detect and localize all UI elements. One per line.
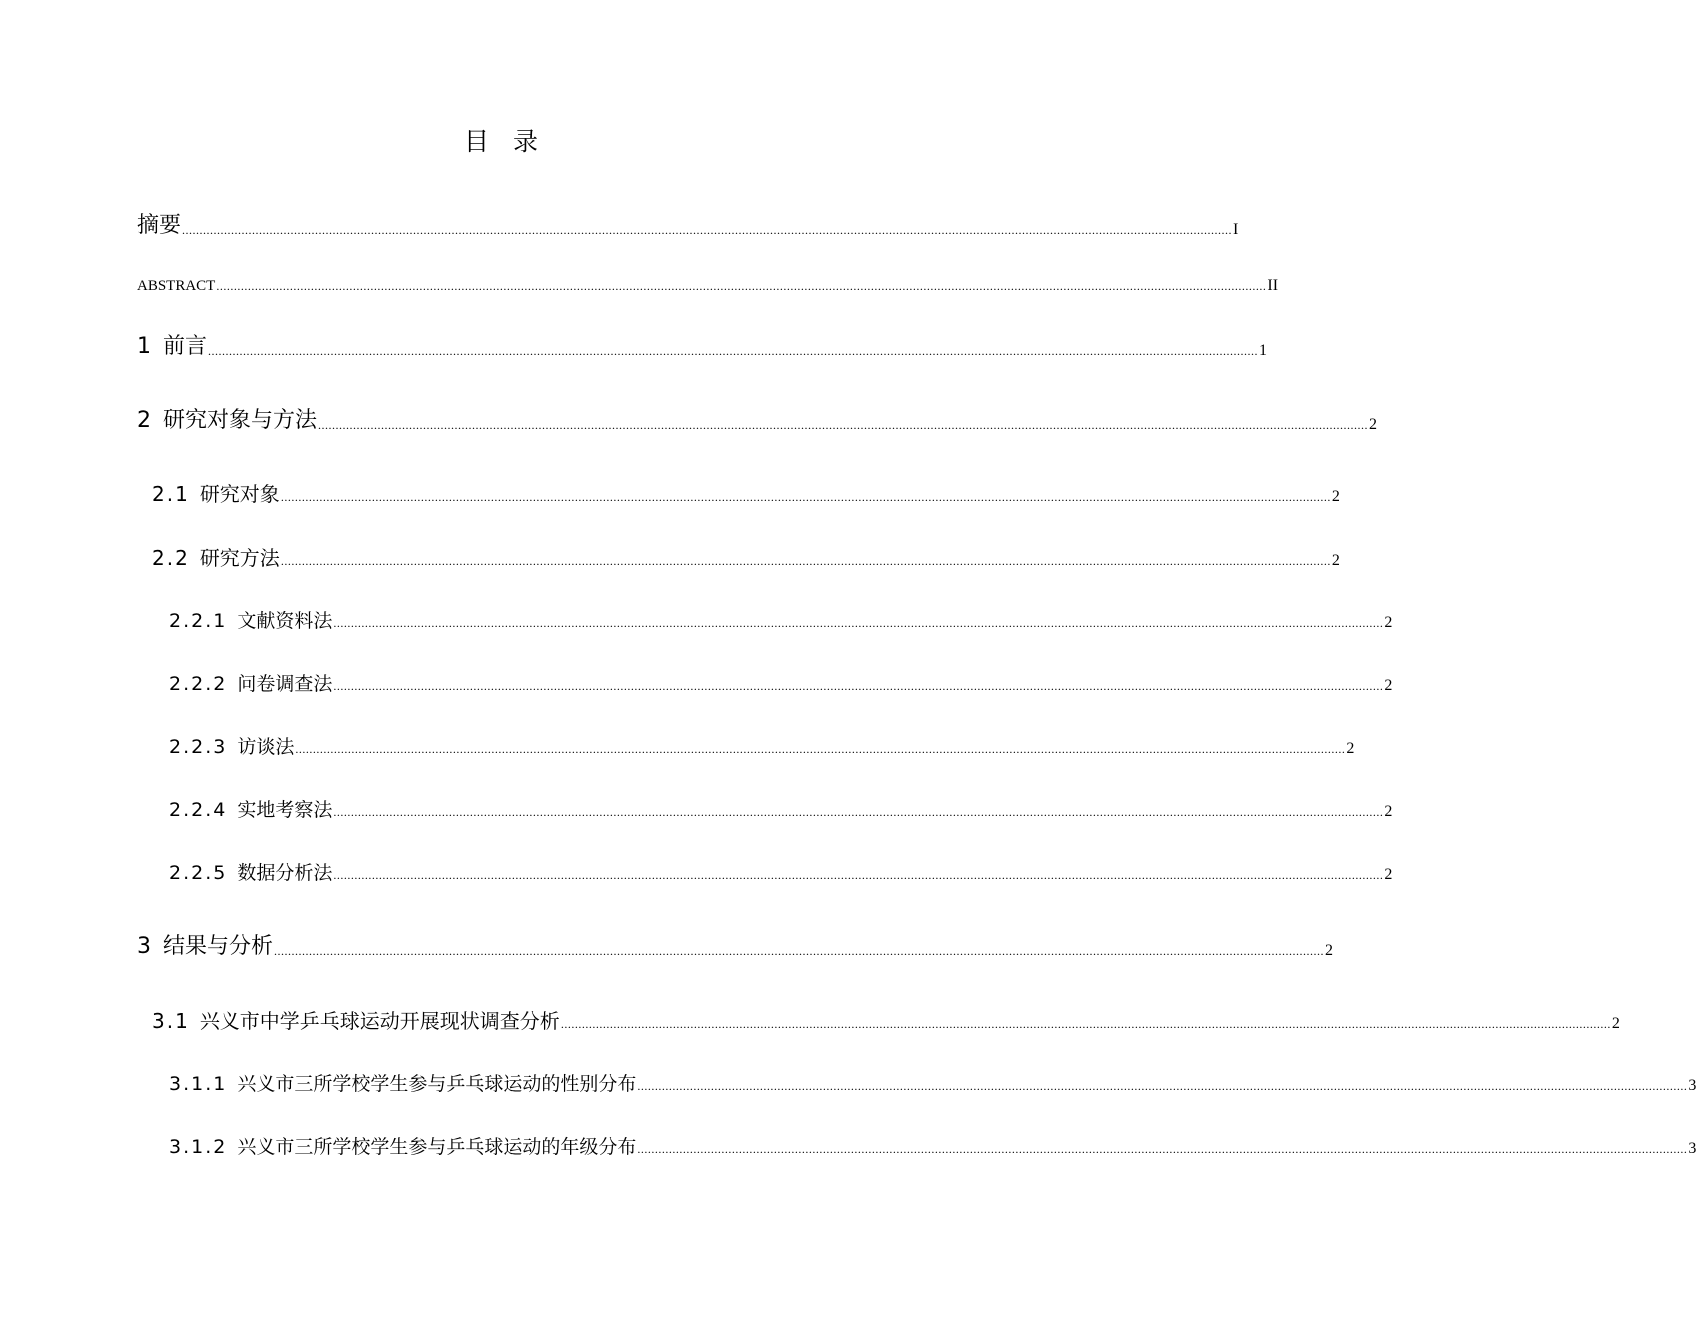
toc-entry-2-1[interactable] (152, 481, 1340, 507)
toc-dot-leader: ............................................................................................................................................................................................................................................................................................................ (280, 490, 1331, 504)
toc-title: 目 录 (464, 127, 546, 156)
toc-entry-number: 3.1 (152, 1009, 190, 1033)
toc-entry-2-2-1[interactable] (169, 609, 1393, 633)
toc-page-number: 2 (1331, 552, 1340, 569)
toc-dot-leader: ............................................................................................................................................................................................................................................................................................................ (333, 679, 1384, 693)
toc-page-number: 2 (1331, 488, 1340, 505)
toc-entry-number: 2.2 (152, 546, 190, 570)
toc-dot-leader: ............................................................................................................................................................................................................................................................................................................ (318, 418, 1369, 432)
toc-page-number: I (1233, 221, 1239, 238)
toc-entry-text: 文献资料法 (237, 610, 333, 632)
toc-entry-abstract-en[interactable] (137, 276, 1279, 296)
toc-page-number: 2 (1384, 614, 1393, 631)
toc-dot-leader: ............................................................................................................................................................................................................................................................................................................ (216, 279, 1267, 293)
toc-entry-text: 研究对象 (199, 482, 280, 506)
toc-entry-label (169, 672, 332, 696)
toc-page-number: 2 (1384, 866, 1393, 883)
toc-entry-number: 2 (137, 408, 153, 433)
toc-page-number: 1 (1259, 342, 1268, 359)
toc-dot-leader: ............................................................................................................................................................................................................................................................................................................ (333, 868, 1384, 882)
toc-dot-leader: ............................................................................................................................................................................................................................................................................................................ (560, 1017, 1611, 1031)
toc-entry-text: 兴义市中学乒乓球运动开展现状调查分析 (199, 1009, 560, 1033)
toc-page-number: 2 (1325, 942, 1334, 959)
toc-entry-label (169, 861, 332, 885)
toc-page-number: 3 (1688, 1140, 1696, 1157)
toc-entry-text: 实地考察法 (237, 799, 333, 821)
toc-entry-label: 摘要 (137, 213, 182, 238)
toc-entry-2-2-5[interactable] (169, 861, 1393, 885)
toc-dot-leader: ............................................................................................................................................................................................................................................................................................................ (295, 742, 1346, 756)
toc-entry-text: 结果与分析 (163, 934, 274, 959)
toc-dot-leader: ............................................................................................................................................................................................................................................................................................................ (637, 1142, 1688, 1156)
toc-entry-3-1-2[interactable] (169, 1135, 1696, 1159)
toc-entry-label (169, 798, 332, 822)
toc-entry-number: 1 (137, 334, 153, 359)
toc-page-number: 2 (1384, 803, 1393, 820)
toc-entry-text: 问卷调查法 (237, 673, 333, 695)
toc-entry-label: ABSTRACT (137, 278, 216, 294)
toc-entry-1[interactable] (137, 333, 1268, 361)
toc-entry-label (152, 545, 280, 571)
toc-entry-label (169, 1135, 636, 1159)
toc-page-number: 2 (1611, 1015, 1620, 1032)
toc-entry-text: 研究对象与方法 (163, 408, 318, 433)
toc-entry-number: 2.2.2 (169, 673, 228, 695)
toc-entry-3-1[interactable] (152, 1008, 1620, 1034)
toc-entry-text: 兴义市三所学校学生参与乒乓球运动的年级分布 (237, 1136, 637, 1158)
toc-dot-leader: ............................................................................................................................................................................................................................................................................................................ (280, 554, 1331, 568)
toc-entry-label (169, 1072, 636, 1096)
toc-dot-leader: ............................................................................................................................................................................................................................................................................................................ (208, 344, 1259, 358)
toc-entry-label (137, 333, 207, 361)
toc-entry-abstract-cn[interactable] (137, 212, 1239, 240)
toc-entry-label (169, 609, 332, 633)
toc-entry-label (169, 735, 294, 759)
toc-entry-3-1-1[interactable] (169, 1072, 1696, 1096)
toc-dot-leader: ............................................................................................................................................................................................................................................................................................................ (182, 223, 1233, 237)
toc-page-number: 3 (1688, 1077, 1696, 1094)
toc-entry-label (152, 1008, 560, 1034)
toc-entry-number: 3.1.1 (169, 1073, 228, 1095)
toc-entry-number: 2.2.5 (169, 862, 228, 884)
toc-entry-number: 2.1 (152, 482, 190, 506)
toc-entry-label (137, 933, 273, 961)
toc-entry-label (152, 481, 280, 507)
toc-page-number: II (1267, 277, 1279, 294)
toc-entry-number: 2.2.4 (169, 799, 228, 821)
toc-entry-text: 访谈法 (237, 736, 295, 758)
toc-entry-text: 数据分析法 (237, 862, 333, 884)
toc-entry-text: 研究方法 (199, 546, 280, 570)
toc-page-number: 2 (1384, 677, 1393, 694)
toc-entry-2-2-4[interactable] (169, 798, 1393, 822)
toc-dot-leader: ............................................................................................................................................................................................................................................................................................................ (637, 1079, 1688, 1093)
toc-entry-label (137, 407, 317, 435)
toc-dot-leader: ............................................................................................................................................................................................................................................................................................................ (333, 805, 1384, 819)
toc-entry-2-2-2[interactable] (169, 672, 1393, 696)
toc-page-number: 2 (1369, 416, 1378, 433)
toc-page-number: 2 (1346, 740, 1355, 757)
toc-entry-text: 前言 (163, 334, 208, 359)
toc-dot-leader: ............................................................................................................................................................................................................................................................................................................ (274, 944, 1325, 958)
toc-entry-number: 2.2.3 (169, 736, 228, 758)
toc-dot-leader: ............................................................................................................................................................................................................................................................................................................ (333, 616, 1384, 630)
toc-entry-2-2[interactable] (152, 545, 1340, 571)
toc-entry-number: 3.1.2 (169, 1136, 228, 1158)
toc-entry-number: 2.2.1 (169, 610, 228, 632)
toc-entry-text: 兴义市三所学校学生参与乒乓球运动的性别分布 (237, 1073, 637, 1095)
toc-entry-2[interactable] (137, 407, 1378, 435)
toc-entry-2-2-3[interactable] (169, 735, 1355, 759)
toc-entry-3[interactable] (137, 933, 1334, 961)
toc-entry-number: 3 (137, 934, 153, 959)
